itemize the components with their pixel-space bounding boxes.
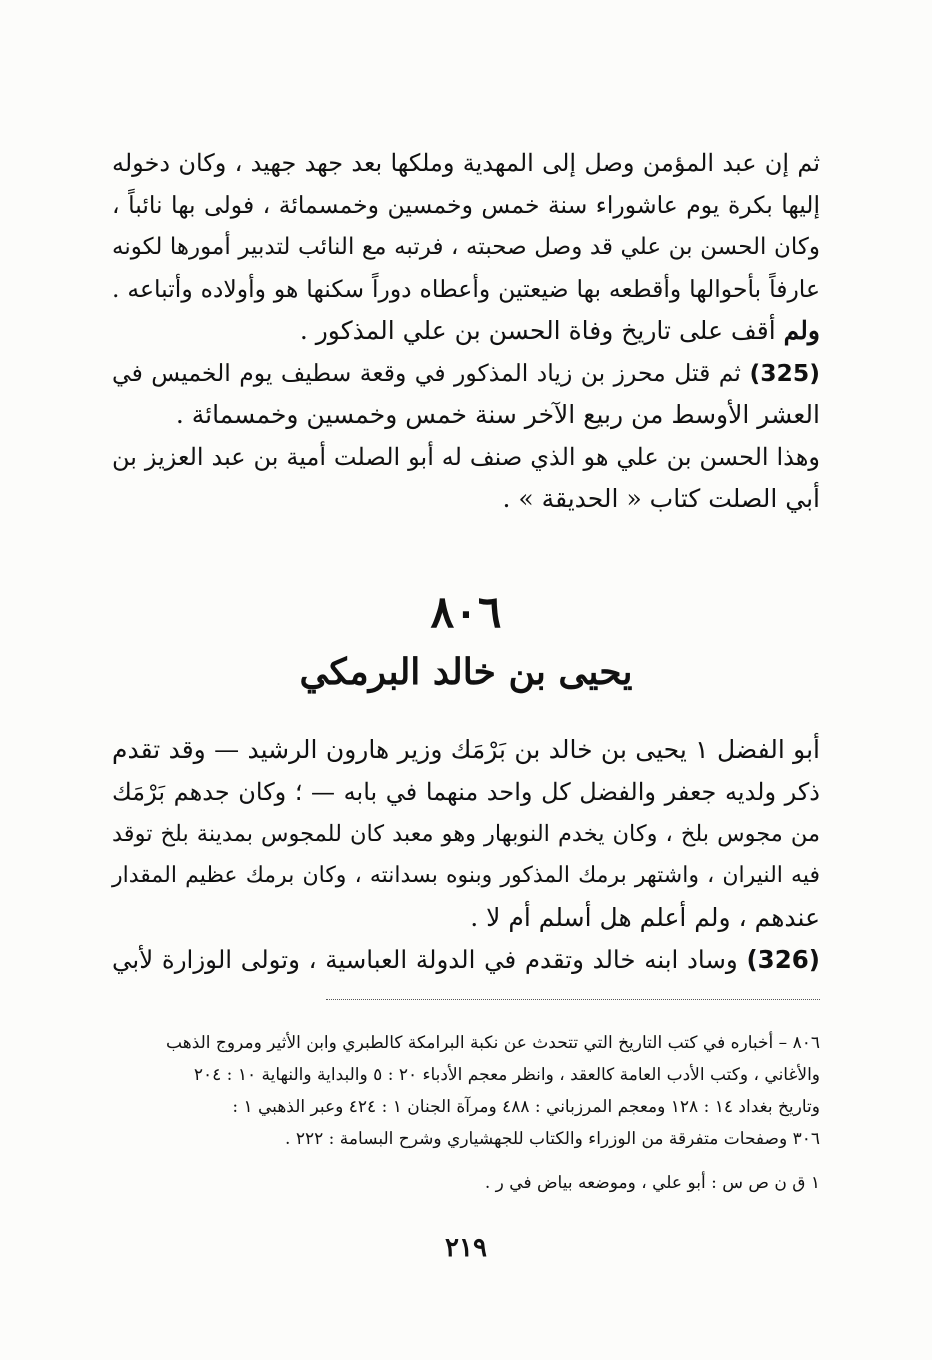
text-line: عندهم ، ولم أعلم هل أسلم أم لا . xyxy=(470,903,820,932)
line-text: ثم قتل محرز بن زياد المذكور في وقعة سطيف يوم الخميس في xyxy=(112,359,741,387)
text-line: ثم إن عبد المؤمن وصل إلى المهدية وملكها بعد جهد جهيد ، وكان دخوله xyxy=(112,149,820,177)
footnote-line: ٨٠٦ – أخباره في كتب التاريخ التي تتحدث عن نكبة البرامكة كالطبري وابن الأثير ومروج الذهب xyxy=(166,1033,820,1053)
footnotes xyxy=(120,1028,820,1208)
text-line: العشر الأوسط من ربيع الآخر سنة خمس وخمسين وخمسمائة . xyxy=(175,400,820,429)
text-line xyxy=(300,311,820,351)
page-number: ٢١٩ xyxy=(445,1233,487,1263)
entry-title: يحيى بن خالد البرمكي xyxy=(299,651,633,693)
line-text: وساد ابنه خالد وتقدم في الدولة العباسية ، وتولى الوزارة لأبي xyxy=(112,945,738,974)
paragraph-number: (325) xyxy=(749,359,820,387)
text-line xyxy=(112,940,820,980)
line-text: أقف على تاريخ وفاة الحسن بن علي المذكور . xyxy=(299,316,776,345)
footnote-separator xyxy=(326,999,820,1000)
text-line: وهذا الحسن بن علي هو الذي صنف له أبو الصلت أمية بن عبد العزيز بن xyxy=(112,443,820,471)
text-line: وكان الحسن بن علي قد وصل صحبته ، فرتبه مع النائب لتدبير أمورها لكونه xyxy=(112,234,820,260)
paragraph-number: (326) xyxy=(746,945,820,974)
continuation-text xyxy=(112,143,820,523)
text-line: ذكر ولديه جعفر والفضل كل واحد منهما في بابه — ؛ وكان جدهم بَرْمَك xyxy=(112,778,820,806)
entry-text xyxy=(112,730,820,990)
text-line xyxy=(112,353,820,393)
text-line: عارفاً بأحوالها وأقطعه بها ضيعتين وأعطاه دوراً سكنها هو وأولاده وأتباعه . xyxy=(112,275,820,303)
footnote-line: ٣٠٦ وصفحات متفرقة من الوزراء والكتاب للجهشياري وشرح البسامة : ٢٢٢ . xyxy=(285,1129,820,1149)
footnote-line: وتاريخ بغداد ١٤ : ١٢٨ ومعجم المرزباني : ٤٨٨ ومرآة الجنان ١ : ٤٢٤ وعبر الذهبي ١ : xyxy=(232,1097,820,1117)
text-line: فيه النيران ، واشتهر برمك المذكور وبنوه بسدانته ، وكان برمك عظيم المقدار xyxy=(112,863,820,888)
entry-number: ٨٠٦ xyxy=(430,587,502,638)
footnote-line: ١ ق ن ص س : أبو علي ، وموضعه بياض في ر . xyxy=(484,1173,820,1193)
text-line: من مجوس بلخ ، وكان يخدم النوبهار وهو معبد كان للمجوس بمدينة بلخ توقد xyxy=(112,821,820,847)
footnote-line: والأغاني ، وكتب الأدب العامة كالعقد ، وانظر معجم الأدباء ٢٠ : ٥ والبداية والنهاية ١٠ : ٢٠٤ xyxy=(193,1065,820,1085)
bold-word: ولم xyxy=(783,316,820,345)
text-line: أبو الفضل ١ يحيى بن خالد بن بَرْمَك وزير هارون الرشيد — وقد تقدم xyxy=(112,735,820,764)
text-line: أبي الصلت كتاب « الحديقة » . xyxy=(502,484,820,513)
text-line: إليها بكرة يوم عاشوراء سنة خمس وخمسين وخمسمائة ، فولى بها نائباً ، xyxy=(112,191,820,219)
